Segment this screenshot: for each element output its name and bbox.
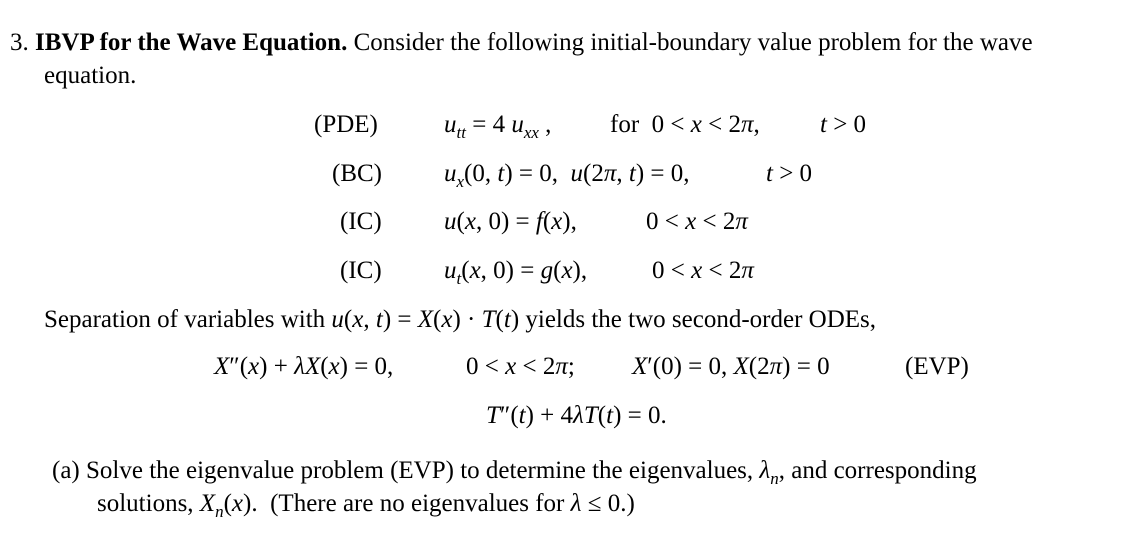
system-row-ic2	[340, 256, 382, 286]
part-a-text1: Solve the eigenvalue problem (EVP) to determine the eigenvalues,	[86, 457, 754, 484]
t-equation: T″(t) + 4λT(t) = 0.	[486, 402, 667, 429]
ic1-tag: (IC)	[340, 208, 382, 235]
evp-tag-wrap	[905, 352, 969, 382]
system-row-pde	[314, 110, 378, 140]
separation-sentence	[44, 305, 876, 335]
evp-equation: X″(x) + λX(x) = 0,	[214, 353, 394, 380]
part-a-text2-start: solutions,	[97, 490, 194, 517]
problem-intro-line2: equation.	[44, 62, 137, 89]
part-a-text1-end: , and corresponding	[778, 457, 977, 484]
system-row-ic1	[340, 207, 382, 237]
problem-intro-line2-wrap	[44, 61, 136, 91]
problem-header	[10, 28, 1033, 58]
separation-expression: u(x, t) = X(x) · T(t)	[331, 306, 520, 333]
system-row-bc	[332, 159, 382, 189]
ic1-domain: 0 < x < 2π	[646, 208, 748, 235]
pde-domain: for 0 < x < 2π,	[610, 111, 760, 138]
evp-boundary: X′(0) = 0, X(2π) = 0	[632, 353, 830, 380]
problem-number: 3.	[10, 29, 29, 56]
evp-tag: (EVP)	[905, 353, 969, 380]
pde-time: t > 0	[820, 111, 867, 138]
separation-text-before: Separation of variables with	[44, 306, 326, 333]
ic2-domain: 0 < x < 2π	[652, 257, 754, 284]
part-a-line1	[52, 456, 977, 489]
lambda-n: $\lambda_n$	[759, 457, 779, 488]
ic2-tag: (IC)	[340, 257, 382, 284]
bc-equation: $u_x(0$, t) = 0, u(2π, t) = 0,	[444, 160, 690, 191]
problem-title: IBVP for the Wave Equation.	[35, 29, 348, 56]
ic1-equation: u(x, 0) = f(x),	[444, 208, 577, 235]
part-a-line2	[97, 489, 635, 522]
x-n: $X_n(x)$.	[199, 490, 258, 521]
separation-text-after: yields the two second-order ODEs,	[525, 306, 877, 333]
part-a-label: (a)	[52, 457, 80, 484]
ic2-equation: $u_t(x$, 0) = g(x),	[444, 257, 588, 288]
pde-equation: $u_{tt} = 4$ $u_{xx}$ ,	[444, 111, 552, 142]
part-a-text2-end: (There are no eigenvalues for λ ≤ 0.)	[270, 490, 635, 517]
problem-intro-line1: Consider the following initial-boundary value problem for the wave	[353, 29, 1033, 56]
pde-tag: (PDE)	[314, 111, 378, 138]
bc-time: t > 0	[766, 160, 813, 187]
evp-domain: 0 < x < 2π;	[466, 353, 575, 380]
bc-tag: (BC)	[332, 160, 382, 187]
